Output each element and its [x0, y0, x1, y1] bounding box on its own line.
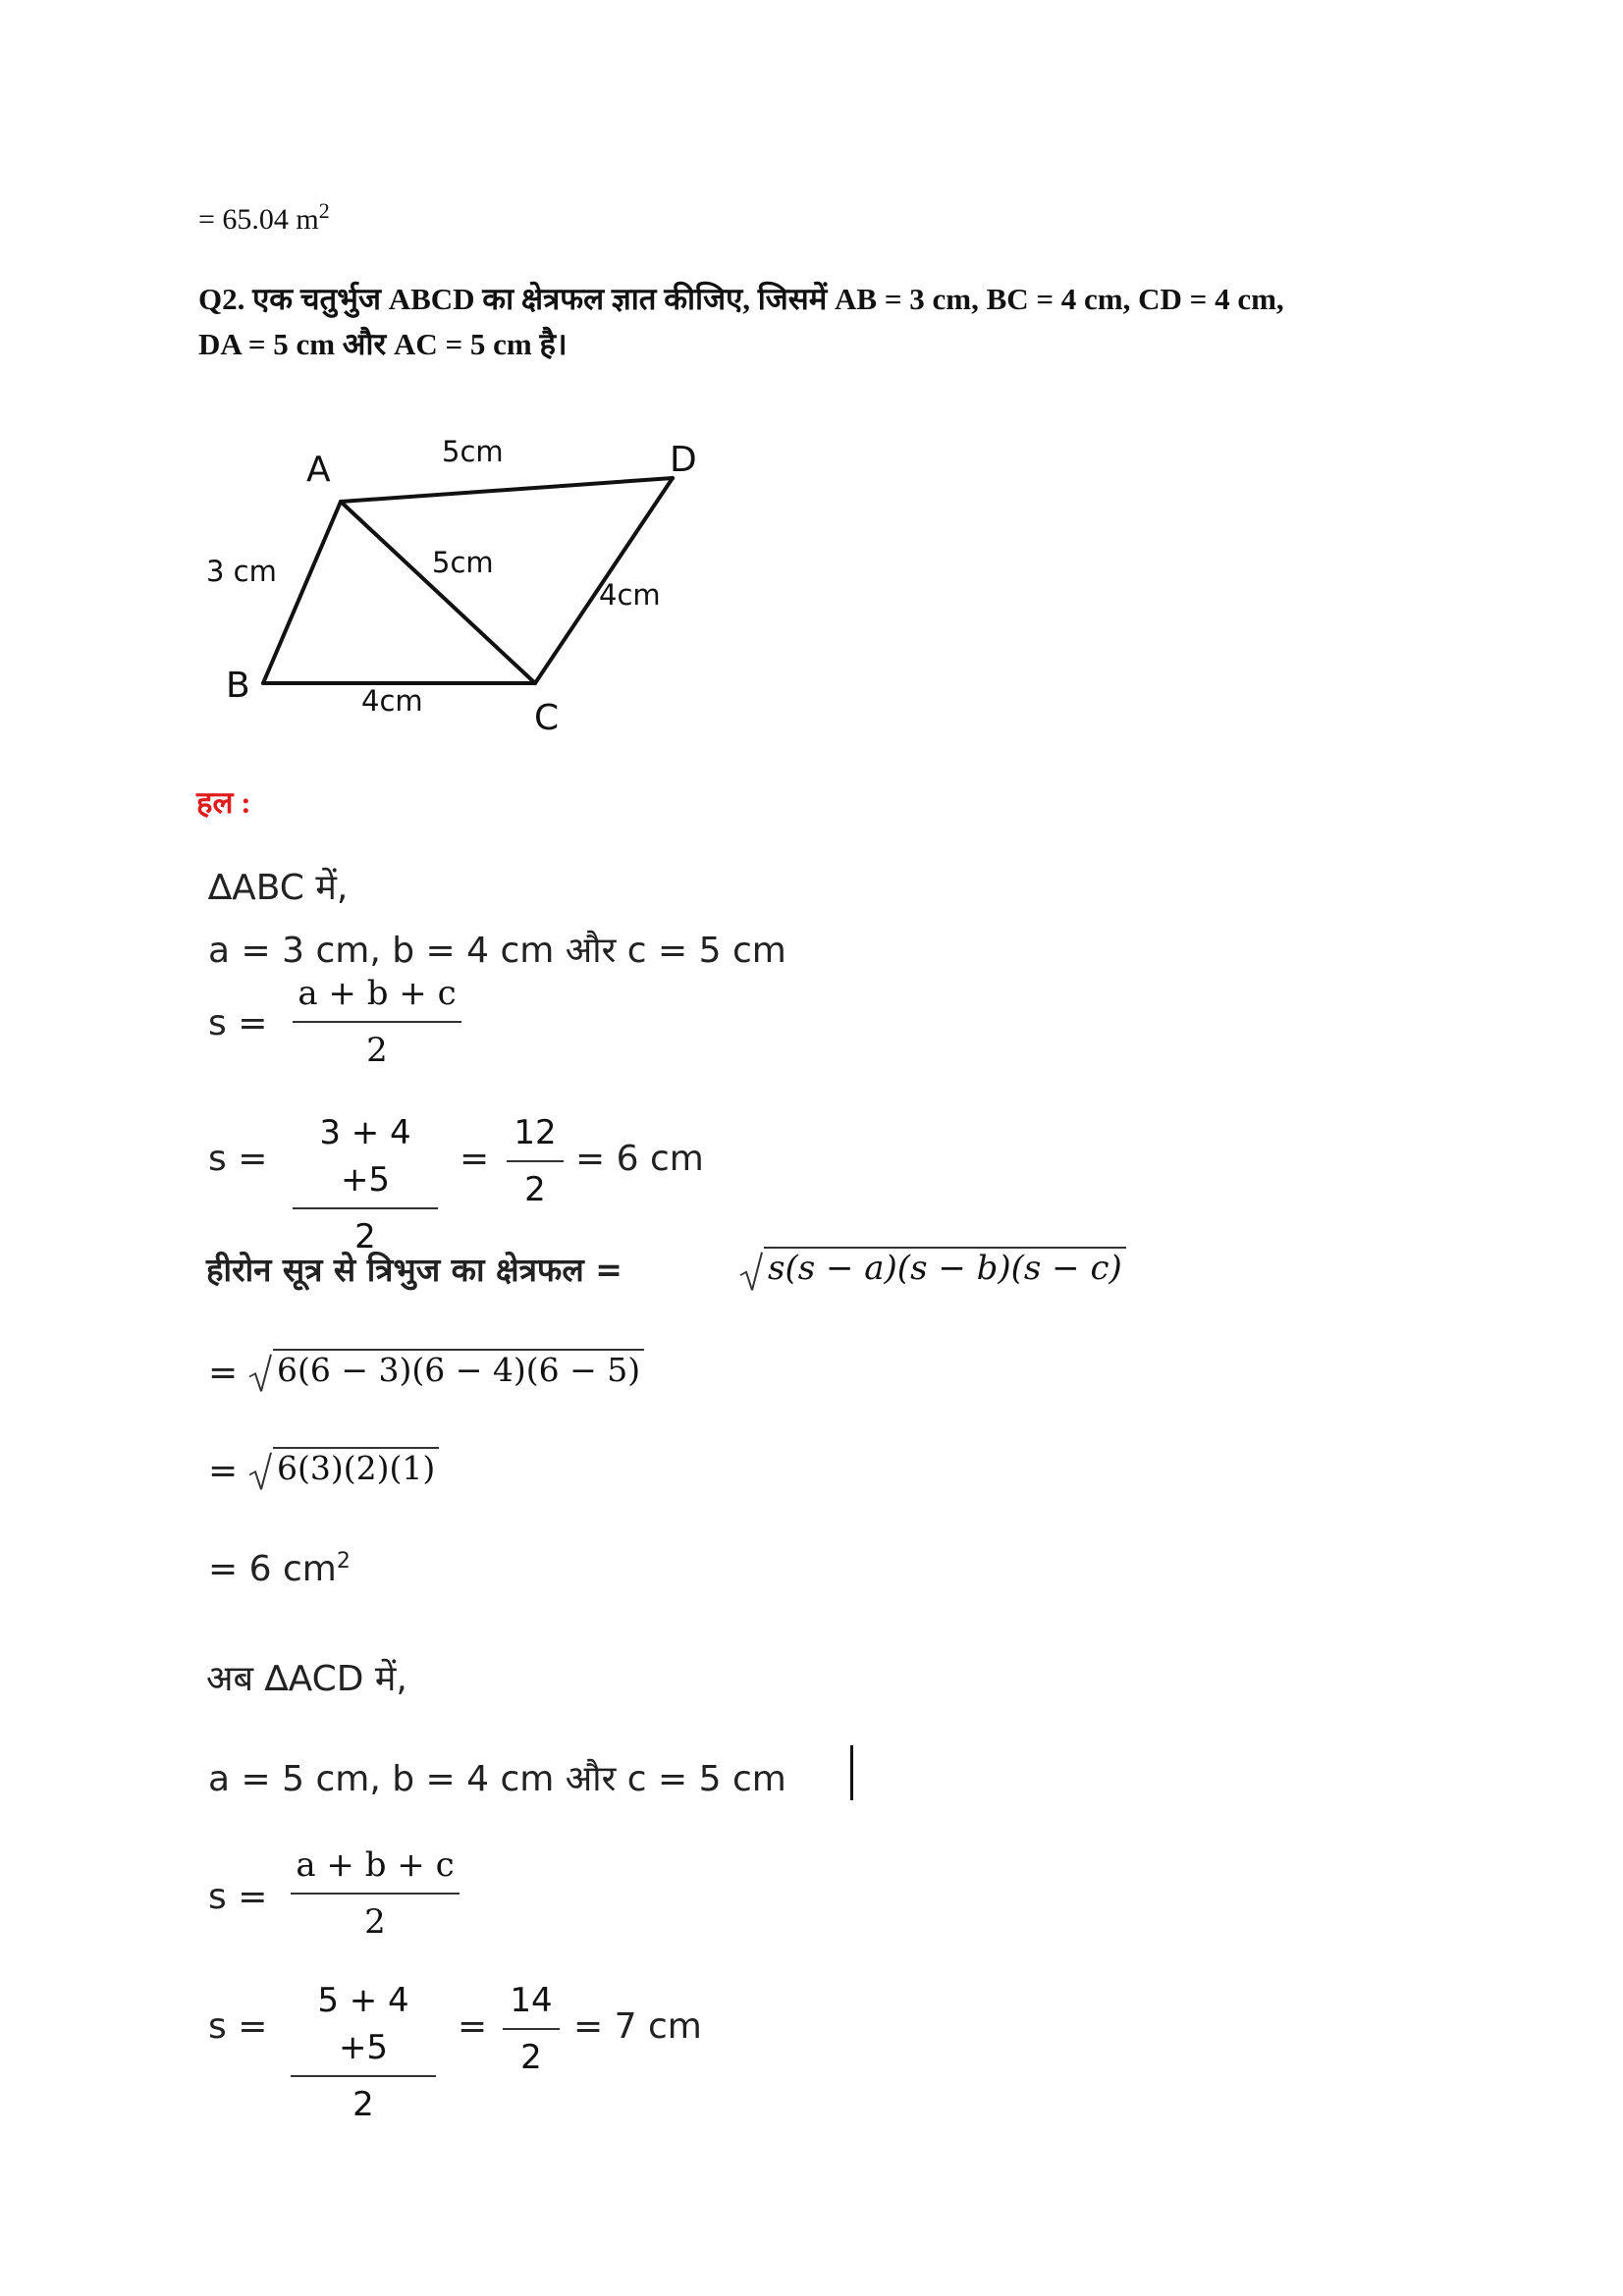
abc-s-label: s = [208, 1139, 268, 1179]
acd-title: अब ∆ACD में, [206, 1659, 407, 1699]
diagonal-ac [341, 502, 535, 683]
fraction-numerator: 5 + 4 +5 [317, 1981, 409, 2067]
fraction-denominator: 2 [524, 1170, 546, 1209]
s-formula-fraction [293, 970, 461, 1074]
vertex-b: B [226, 666, 250, 706]
question-line-2: DA = 5 cm और AC = 5 cm है। [198, 327, 568, 361]
side-ad [341, 478, 673, 502]
acd-calc-fraction [291, 1977, 436, 2128]
step1-equals: = [208, 1353, 239, 1393]
abc-result-fraction [507, 1109, 564, 1213]
acd-s-result: = 7 cm [573, 2006, 702, 2047]
fraction-denominator: 2 [520, 2038, 542, 2077]
fraction-denominator: 2 [352, 2085, 374, 2124]
vertex-d: D [670, 440, 697, 480]
step2-root [247, 1447, 439, 1488]
previous-result: = 65.04 $m^2$ [198, 198, 330, 236]
label-cd: 4cm [599, 578, 661, 612]
fraction-denominator: 2 [364, 1902, 386, 1942]
acd-s-label: s = [208, 2006, 268, 2047]
step1-root [247, 1349, 644, 1390]
fraction-numerator: 14 [510, 1981, 553, 2020]
fraction-numerator: 12 [514, 1113, 557, 1152]
acd-result-fraction [503, 1977, 560, 2081]
heron-label: हीरोन सूत्र से त्रिभुज का क्षेत्रफल = [206, 1251, 622, 1289]
fraction-denominator: 2 [366, 1031, 388, 1070]
radicand: s(s − a)(s − b)(s − c) [764, 1247, 1126, 1288]
fraction-numerator: 3 + 4 +5 [319, 1113, 411, 1200]
label-bc: 4cm [361, 684, 423, 718]
vertex-c: C [534, 698, 560, 738]
question-line-1: Q2. एक चतुर्भुज ABCD का क्षेत्रफल ज्ञात कीजिए, जिसमें AB = 3 cm, BC = 4 cm, CD = 4 cm, [198, 282, 1284, 316]
label-ad: 5cm [442, 435, 504, 468]
solution-heading: हल : [196, 785, 251, 820]
acd-sides: a = 5 cm, b = 4 cm और c = 5 cm [208, 1759, 786, 1799]
abc-title: ∆ABC में, [208, 868, 349, 908]
abc-equals: = [460, 1139, 490, 1179]
radicand: 6(6 − 3)(6 − 4)(6 − 5) [273, 1349, 644, 1389]
vertex-a: A [306, 450, 331, 490]
heron-formula [738, 1247, 1126, 1288]
quadrilateral-figure [196, 432, 746, 746]
step2-equals: = [208, 1451, 239, 1491]
label-ab: 3 cm [206, 555, 277, 588]
abc-calc-fraction [293, 1109, 438, 1260]
radicand: 6(3)(2)(1) [273, 1447, 439, 1487]
fraction-numerator: a + b + c [298, 974, 457, 1013]
fraction-numerator: a + b + c [296, 1845, 455, 1885]
s-formula-label: s = [208, 1003, 268, 1043]
abc-sides: a = 3 cm, b = 4 cm और c = 5 cm [208, 931, 786, 971]
abc-area: = 6 $cm^2$ [208, 1549, 351, 1589]
abc-s-result: = 6 cm [575, 1139, 704, 1179]
acd-s-formula-fraction [291, 1842, 460, 1946]
side-ab [263, 502, 341, 683]
fraction-denominator: 2 [354, 1217, 376, 1256]
label-ac: 5cm [432, 546, 494, 579]
text-cursor [850, 1745, 853, 1800]
acd-equals: = [458, 2006, 488, 2047]
acd-s-formula-label: s = [208, 1877, 268, 1917]
